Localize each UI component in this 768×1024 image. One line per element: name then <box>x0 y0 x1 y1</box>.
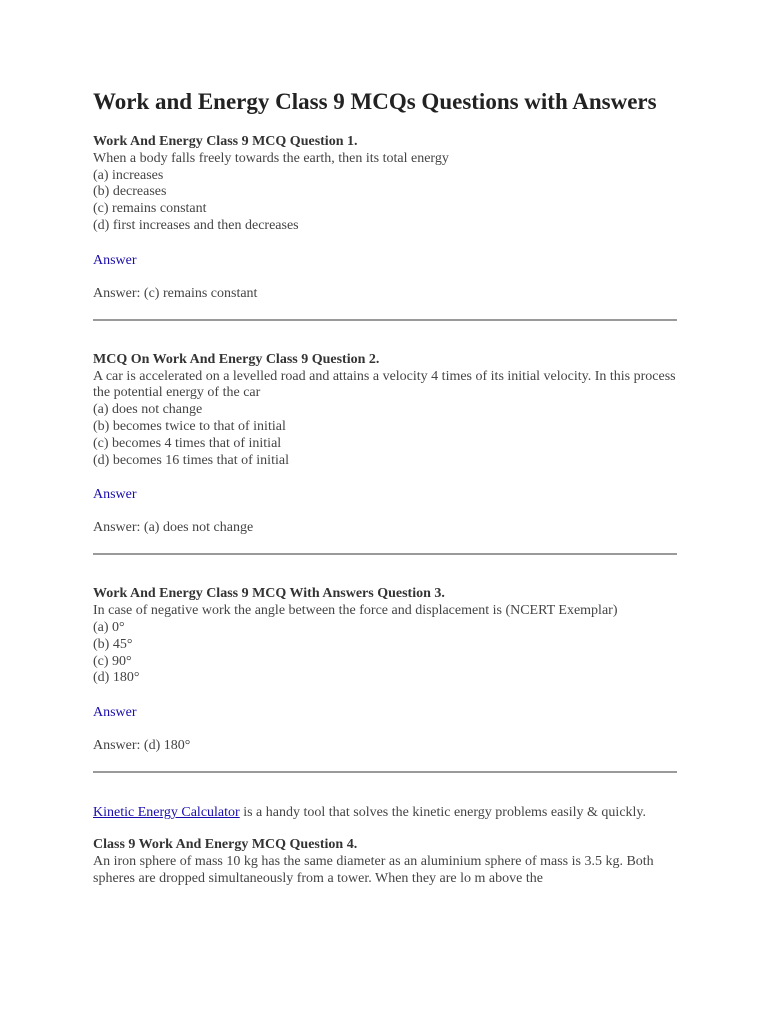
question-heading: Work And Energy Class 9 MCQ Question 1. <box>93 134 358 149</box>
question-stem: In case of negative work the angle between the force and displacement is (NCERT Exemplar) <box>93 603 618 619</box>
option-a: (a) increases <box>93 167 164 183</box>
option-b: (b) 45° <box>93 636 133 652</box>
question-stem: When a body falls freely towards the earth, then its total energy <box>93 150 449 166</box>
kinetic-energy-calculator-link[interactable]: Kinetic Energy Calculator <box>93 805 240 821</box>
question-heading: MCQ On Work And Energy Class 9 Question 2. <box>93 351 380 367</box>
option-c: (c) becomes 4 times that of initial <box>93 435 282 451</box>
divider <box>93 553 677 555</box>
question-stem: A car is accelerated on a levelled road and attains a velocity 4 times of its initial velocity. In this process the potential energy of the car <box>93 368 676 401</box>
option-d: (d) first increases and then decreases <box>93 217 299 233</box>
option-b: (b) becomes twice to that of initial <box>93 418 286 434</box>
answer-toggle-link[interactable]: Answer <box>93 252 137 268</box>
document-page <box>93 87 677 888</box>
question-heading: Work And Energy Class 9 MCQ With Answers Question 3. <box>93 586 445 602</box>
question-stem: An iron sphere of mass 10 kg has the same diameter as an aluminium sphere of mass is 3.5 kg. Both spheres are dropped simultaneously from a tower. When they are lo m above the <box>93 853 654 886</box>
divider <box>93 319 677 321</box>
option-d: (d) 180° <box>93 670 140 686</box>
calculator-promo <box>93 804 677 821</box>
question-3 <box>93 586 677 687</box>
option-a: (a) 0° <box>93 619 125 635</box>
option-a: (a) does not change <box>93 402 203 418</box>
question-1 <box>93 134 677 235</box>
answer-text: Answer: (a) does not change <box>93 520 254 536</box>
promo-text: is a handy tool that solves the kinetic energy problems easily & quickly. <box>239 805 647 821</box>
answer-toggle-link[interactable]: Answer <box>93 487 137 503</box>
question-2 <box>93 352 677 470</box>
answer-text: Answer: (c) remains constant <box>93 285 258 301</box>
question-heading: Class 9 Work And Energy MCQ Question 4. <box>93 837 358 853</box>
option-c: (c) remains constant <box>93 201 207 217</box>
page-title: Work and Energy Class 9 MCQs Questions with Answers <box>93 89 657 114</box>
option-b: (b) decreases <box>93 184 167 200</box>
option-d: (d) becomes 16 times that of initial <box>93 452 289 468</box>
answer-text: Answer: (d) 180° <box>93 738 191 754</box>
option-c: (c) 90° <box>93 653 132 669</box>
question-4 <box>93 837 677 887</box>
answer-toggle-link[interactable]: Answer <box>93 705 137 721</box>
divider <box>93 771 677 773</box>
